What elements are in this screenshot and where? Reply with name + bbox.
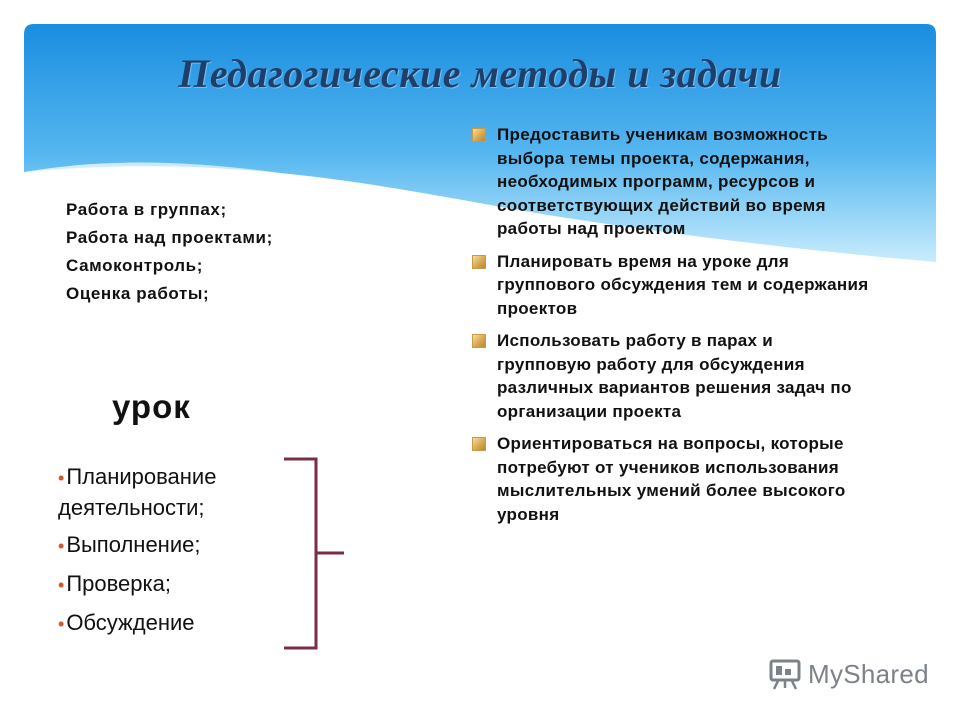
tasks-list [472,123,872,535]
lesson-steps-list [58,462,318,647]
work-form-item: Самоконтроль; [66,256,203,275]
bullet-icon: • [58,536,65,556]
watermark-logo [768,658,929,690]
presentation-board-icon [768,658,802,690]
task-item: Планировать время на уроке для группового обсуждения тем и содержания проектов [472,250,872,321]
square-bullet-icon [472,128,486,142]
lesson-step: •Проверка; [58,571,171,596]
work-form-item: Работа в группах; [66,200,227,219]
work-form-item: Оценка работы; [66,284,210,303]
lesson-step: •Выполнение; [58,532,201,557]
bullet-icon: • [58,468,65,488]
bullet-icon: • [58,575,65,595]
task-item: Использовать работу в парах и групповую работу для обсуждения различных вариантов решения задач по организации проекта [472,329,872,423]
bullet-icon: • [58,614,65,634]
task-item: Предоставить ученикам возможность выбора темы проекта, содержания, необходимых программ, ресурсов и соответствующих действий во время работы над проектом [472,123,872,241]
work-forms-list [66,196,273,308]
lesson-step: •Обсуждение [58,610,195,635]
page-title: Педагогические методы и задачи [178,51,782,96]
task-item: Ориентироваться на вопросы, которые потребуют от учеников использования мыслительных умений более высокого уровня [472,432,872,526]
bracket-icon [280,455,350,655]
watermark-text: MyShared [808,658,929,689]
square-bullet-icon [472,437,486,451]
square-bullet-icon [472,255,486,269]
lesson-step: •Планирование деятельности; [58,464,217,520]
square-bullet-icon [472,334,486,348]
work-form-item: Работа над проектами; [66,228,273,247]
lesson-label: урок [112,388,191,425]
